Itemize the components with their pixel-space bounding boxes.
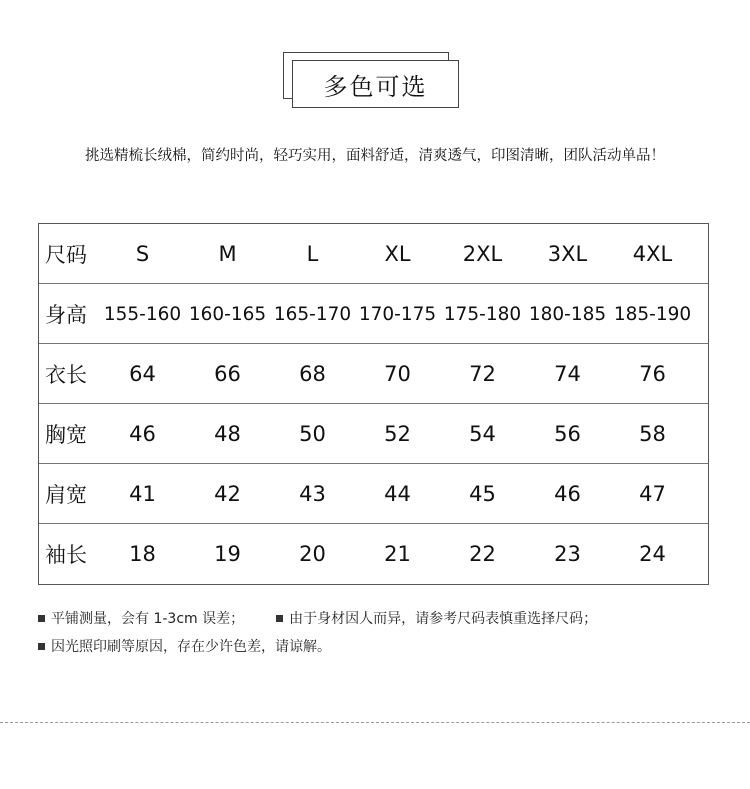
table-cell: 155-160 xyxy=(103,303,182,325)
table-cell: 72 xyxy=(469,362,496,386)
table-cell: 56 xyxy=(554,422,581,446)
square-bullet-icon xyxy=(276,615,283,622)
table-cell: 3XL xyxy=(547,242,588,266)
table-cell: 44 xyxy=(384,482,411,506)
note-item xyxy=(38,636,331,656)
table-cell: 50 xyxy=(299,422,326,446)
table-cell: 46 xyxy=(129,422,156,446)
table-cell: 4XL xyxy=(632,242,673,266)
table-row-chest xyxy=(39,404,708,464)
note-text: 由于身材因人而异，请参考尺码表慎重选择尺码； xyxy=(289,611,598,627)
table-cell: 64 xyxy=(129,362,156,386)
notes-section xyxy=(38,604,738,660)
table-cell: 76 xyxy=(639,362,666,386)
table-cell: 48 xyxy=(214,422,241,446)
table-row-shoulder xyxy=(39,464,708,524)
row-label: 尺码 xyxy=(45,243,87,267)
square-bullet-icon xyxy=(38,615,45,622)
row-label: 肩宽 xyxy=(45,483,87,507)
table-cell: 66 xyxy=(214,362,241,386)
note-text: 因光照印刷等原因，存在少许色差，请谅解。 xyxy=(51,639,331,655)
table-cell: 54 xyxy=(469,422,496,446)
table-cell: 160-165 xyxy=(188,303,267,325)
table-cell: M xyxy=(218,242,237,266)
square-bullet-icon xyxy=(38,643,45,650)
note-line xyxy=(38,632,738,660)
size-chart-table xyxy=(38,223,709,585)
row-label: 衣长 xyxy=(45,363,87,387)
table-cell: 21 xyxy=(384,542,411,566)
row-label: 胸宽 xyxy=(45,423,87,447)
table-cell: 20 xyxy=(299,542,326,566)
table-cell: 45 xyxy=(469,482,496,506)
table-cell: L xyxy=(306,242,319,266)
table-cell: 19 xyxy=(214,542,241,566)
table-cell: 165-170 xyxy=(273,303,352,325)
table-row-length xyxy=(39,344,708,404)
title-frame xyxy=(283,52,459,108)
table-row-size xyxy=(39,224,708,284)
row-label: 袖长 xyxy=(45,543,87,567)
table-cell: 170-175 xyxy=(358,303,437,325)
table-cell: 22 xyxy=(469,542,496,566)
table-cell: 74 xyxy=(554,362,581,386)
note-item xyxy=(276,608,597,628)
note-item xyxy=(38,608,244,628)
table-cell: 2XL xyxy=(462,242,503,266)
table-cell: 47 xyxy=(639,482,666,506)
table-cell: 180-185 xyxy=(528,303,607,325)
section-title: 多色可选 xyxy=(323,72,428,101)
dashed-divider xyxy=(0,722,750,723)
table-cell: 41 xyxy=(129,482,156,506)
row-label: 身高 xyxy=(45,303,87,327)
table-row-height xyxy=(39,284,708,344)
table-cell: 18 xyxy=(129,542,156,566)
table-cell: 52 xyxy=(384,422,411,446)
table-cell: 70 xyxy=(384,362,411,386)
table-cell: 46 xyxy=(554,482,581,506)
table-cell: XL xyxy=(384,242,411,266)
table-cell: 185-190 xyxy=(613,303,692,325)
table-cell: 68 xyxy=(299,362,326,386)
note-text: 平铺测量，会有 1-3cm 误差； xyxy=(51,611,245,627)
product-intro: 挑选精梳长绒棉，简约时尚，轻巧实用，面料舒适，清爽透气，印图清晰，团队活动单品！ xyxy=(85,148,665,164)
table-cell: 24 xyxy=(639,542,666,566)
table-cell: 23 xyxy=(554,542,581,566)
table-row-sleeve xyxy=(39,524,708,584)
table-cell: 42 xyxy=(214,482,241,506)
title-frame-front xyxy=(292,60,459,108)
note-line xyxy=(38,604,738,632)
table-cell: 58 xyxy=(639,422,666,446)
table-cell: 43 xyxy=(299,482,326,506)
table-cell: S xyxy=(135,242,150,266)
table-cell: 175-180 xyxy=(443,303,522,325)
